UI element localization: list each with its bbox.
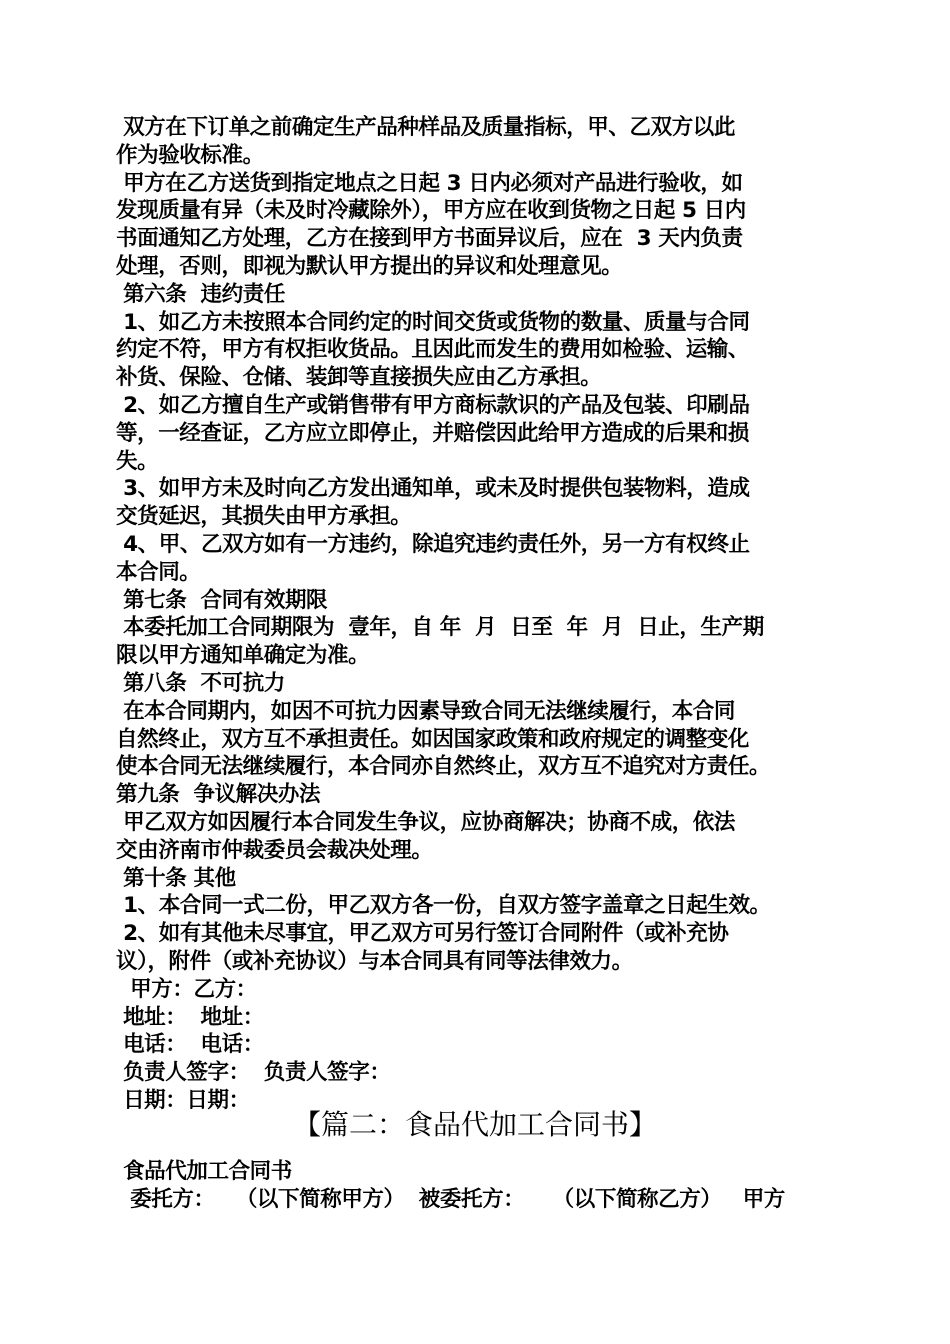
text-line: 2、如乙方擅自生产或销售带有甲方商标款识的产品及包装、印刷品 (116, 392, 750, 418)
text-line: 限以甲方通知单确定为准。 (116, 643, 370, 669)
contract-body (116, 114, 856, 1115)
text-line: 甲方在乙方送货到指定地点之日起 3 日内必须对产品进行验收，如 (116, 170, 743, 196)
text-line: 委托方： （以下简称甲方） 被委托方： （以下简称乙方） 甲方 (116, 1186, 785, 1212)
text-line: 4、甲、乙双方如有一方违约，除追究违约责任外，另一方有权终止 (116, 531, 750, 557)
text-line: 1、如乙方未按照本合同约定的时间交货或货物的数量、质量与合同 (116, 309, 750, 335)
text-line: 1、本合同一式二份，甲乙双方各一份，自双方签字盖章之日起生效。 (116, 893, 771, 919)
text-line: 3、如甲方未及时向乙方发出通知单，或未及时提供包装物料，造成 (116, 476, 750, 502)
section-title: 【篇二：食品代加工合同书】 (292, 1108, 657, 1141)
text-line: 第九条 争议解决办法 (116, 782, 321, 808)
text-line: 甲方：乙方： (116, 976, 257, 1002)
text-line: 书面通知乙方处理，乙方在接到甲方书面异议后，应在 3 天内负责 (116, 226, 743, 252)
text-line: 电话： 电话： (116, 1032, 264, 1058)
contract-tail (116, 1158, 856, 1214)
text-line: 本委托加工合同期限为 壹年，自 年 月 日至 年 月 日止，生产期 (116, 615, 764, 641)
text-line: 交货延迟，其损失由甲方承担。 (116, 504, 412, 530)
text-line: 食品代加工合同书 (116, 1159, 292, 1184)
text-line: 第八条 不可抗力 (116, 670, 285, 696)
text-line: 第七条 合同有效期限 (116, 587, 328, 613)
text-line: 本合同。 (116, 559, 201, 585)
text-line: 交由济南市仲裁委员会裁决处理。 (116, 837, 433, 863)
text-line: 处理，否则，即视为默认甲方提出的异议和处理意见。 (116, 253, 623, 279)
text-line: 地址： 地址： (116, 1004, 264, 1030)
text-line: 在本合同期内，如因不可抗力因素导致合同无法继续履行，本合同 (116, 698, 735, 724)
text-line: 2、如有其他未尽事宜，甲乙双方可另行签订合同附件（或补充协 (116, 921, 729, 947)
text-line: 补货、保险、仓储、装卸等直接损失应由乙方承担。 (116, 365, 602, 391)
text-line: 日期：日期： (116, 1087, 250, 1113)
text-line: 第六条 违约责任 (116, 281, 285, 307)
text-line: 议），附件（或补充协议）与本合同具有同等法律效力。 (116, 948, 633, 974)
text-line: 发现质量有异（未及时冷藏除外），甲方应在收到货物之日起 5 日内 (116, 198, 746, 224)
text-line: 作为验收标准。 (116, 142, 264, 168)
text-line: 等，一经查证，乙方应立即停止，并赔偿因此给甲方造成的后果和损 (116, 420, 750, 446)
text-line: 第十条 其他 (116, 865, 236, 891)
text-line: 自然终止，双方互不承担责任。如因国家政策和政府规定的调整变化 (116, 726, 750, 752)
text-line: 失。 (116, 448, 159, 474)
text-line: 双方在下订单之前确定生产品种样品及质量指标，甲、乙双方以此 (116, 115, 735, 140)
text-line: 使本合同无法继续履行，本合同亦自然终止，双方互不追究对方责任。 (116, 754, 771, 780)
text-line: 约定不符，甲方有权拒收货品。且因此而发生的费用如检验、运输、 (116, 337, 750, 363)
text-line: 负责人签字： 负责人签字： (116, 1060, 391, 1086)
text-line: 甲乙双方如因履行本合同发生争议，应协商解决；协商不成，依法 (116, 809, 735, 835)
